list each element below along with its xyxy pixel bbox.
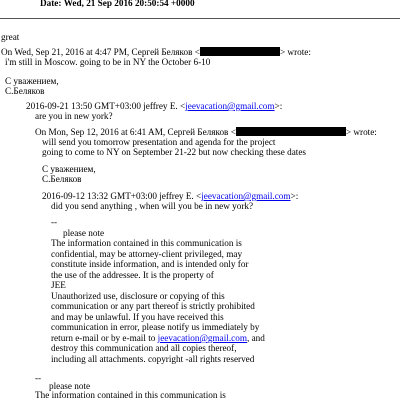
greeting-text: great — [1, 32, 20, 42]
quote2-attribution-pre: 2016-09-21 13:50 GMT+03:00 jeffrey E. < — [26, 101, 186, 111]
quote3-signature-line1: С уважением, — [42, 164, 96, 174]
quote2-attribution-post: >: — [274, 101, 283, 111]
disclaimer1-line5: JEE — [51, 280, 66, 290]
disclaimer1-line7: communication or any part thereof is strictly prohibited — [51, 301, 255, 311]
date-value: Wed, 21 Sep 2016 20:50:54 +0000 — [63, 0, 195, 8]
quote1-attribution-pre: On Wed, Sep 21, 2016 at 4:47 PM, Сергей Беляков < — [1, 47, 200, 57]
disclaimer1-line6: Unauthorized use, disclosure or copying of this — [51, 291, 225, 301]
quote3-attribution — [35, 127, 377, 138]
disclaimer1-dashes: -- — [51, 217, 58, 227]
quote3-signature-line2: С.Беляков — [42, 174, 82, 184]
quote1-attribution — [1, 47, 311, 58]
date-label: Date: — [40, 0, 62, 8]
quote4-attribution-pre: 2016-09-12 13:32 GMT+03:00 jeffrey E. < — [42, 191, 202, 201]
disclaimer1-note: please note — [63, 228, 105, 238]
quote2-message: are you in new york? — [35, 111, 113, 121]
quote3-attribution-pre: On Mon, Sep 12, 2016 at 6:41 AM, Сергей Беляков < — [35, 127, 236, 137]
disclaimer-email-link[interactable]: jeevacation@gmail.com — [157, 333, 247, 343]
quote4-email-link[interactable]: jeevacation@gmail.com — [201, 191, 291, 201]
redacted-email — [236, 127, 346, 136]
disclaimer1-line2: confidential, may be attorney-client privileged, may — [51, 249, 243, 259]
quote4-message: did you send anything , when will you be in new york? — [51, 201, 254, 211]
disclaimer1-line4: the use of the addressee. It is the property of — [51, 270, 214, 280]
quote3-attribution-post: > wrote: — [345, 127, 377, 137]
disclaimer1-line12: including all attachments. copyright -all rights reserved — [51, 354, 255, 364]
disclaimer2-line1: The information contained in this communication is — [35, 390, 226, 400]
quote3-line1: will send you tomorrow presentation and agenda for the project — [42, 137, 276, 147]
disclaimer1-line9: communication in error, please notify us immediately by — [51, 322, 260, 332]
quote1-attribution-post: > wrote: — [279, 47, 311, 57]
quote4-attribution — [42, 191, 298, 202]
quote4-attribution-post: >: — [290, 191, 299, 201]
disclaimer1-line8: and may be unlawful. If you have received this — [51, 312, 224, 322]
disclaimer1-line1: The information contained in this communication is — [51, 238, 242, 248]
date-header — [40, 0, 195, 9]
disclaimer2-dashes: -- — [35, 373, 42, 383]
quote2-email-link[interactable]: jeevacation@gmail.com — [185, 101, 275, 111]
disclaimer1-line3: constitute inside information, and is intended only for — [51, 259, 249, 269]
disclaimer1-line11: destroy this communication and all copies thereof, — [51, 343, 237, 353]
disclaimer1-line10-post: , and — [246, 333, 265, 343]
header-divider — [0, 18, 400, 19]
quote3-line2: going to come to NY on September 21-22 but now checking these dates — [42, 147, 306, 157]
disclaimer1-line10-pre: return e-mail or by e-mail to — [51, 333, 158, 343]
quote2-attribution — [26, 101, 282, 112]
quote1-message: i'm still in Moscow. going to be in NY the October 6-10 — [5, 57, 211, 67]
quote1-signature-line2: С.Беляков — [5, 86, 45, 96]
disclaimer1-line10 — [51, 333, 265, 344]
disclaimer2-note: please note — [49, 381, 91, 391]
redacted-email — [200, 47, 280, 56]
quote1-signature-line1: С уважением, — [5, 76, 59, 86]
